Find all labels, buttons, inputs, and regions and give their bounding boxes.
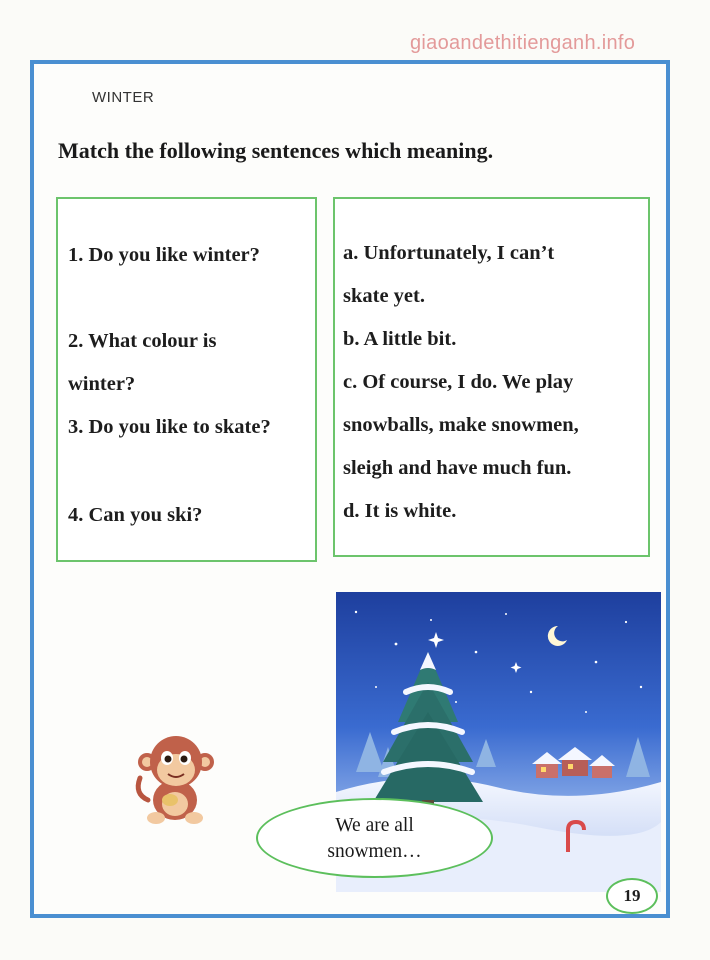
page-number: 19 (606, 878, 658, 914)
topic-heading: WINTER (92, 89, 155, 106)
question-3: 3. Do you like to skate? (68, 416, 271, 438)
answer-b: b. A little bit. (343, 328, 457, 350)
answer-c-cont1: snowballs, make snowmen, (343, 414, 579, 436)
answer-d: d. It is white. (343, 500, 457, 522)
monkey-icon (130, 730, 230, 830)
question-2-cont: winter? (68, 373, 136, 395)
speech-bubble (256, 798, 493, 878)
answer-a: a. Unfortunately, I can’t (343, 242, 555, 264)
watermark: giaoandethitienganh.info (410, 32, 636, 54)
answer-a-cont: skate yet. (343, 285, 425, 307)
answer-c-cont2: sleigh and have much fun. (343, 457, 572, 479)
bubble-line-2: snowmen… (327, 841, 422, 862)
question-4: 4. Can you ski? (68, 504, 203, 526)
question-2: 2. What colour is (68, 330, 217, 352)
question-1: 1. Do you like winter? (68, 244, 260, 266)
answer-c: c. Of course, I do. We play (343, 371, 574, 393)
bubble-line-1: We are all (335, 815, 414, 836)
instruction: Match the following sentences which meaning. (58, 138, 494, 163)
